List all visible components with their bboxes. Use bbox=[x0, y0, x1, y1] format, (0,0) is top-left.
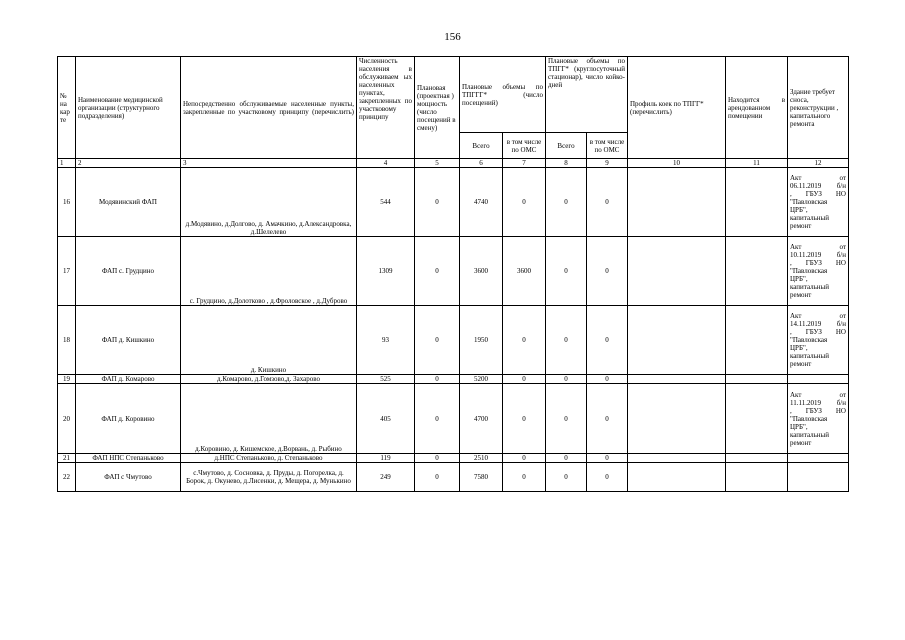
repair-act-line: , ГБУЗ НО bbox=[790, 328, 846, 336]
repair-act-line: ремонт bbox=[790, 360, 812, 368]
beds-total: 0 bbox=[546, 463, 587, 492]
repair-act-line: ЦРБ", bbox=[790, 422, 808, 431]
rented bbox=[726, 454, 788, 463]
localities: с.Чмутово, д. Сосновка, д. Пруды, д. Погорелка, д. Борок, д. Окунево, д.Лисенки, д. Мещера, д. Мунькино bbox=[181, 463, 357, 492]
repair-act-line: Акт от bbox=[790, 312, 846, 320]
col-number: 11 bbox=[726, 159, 788, 168]
row-number: 20 bbox=[58, 384, 76, 454]
bed-profile bbox=[628, 463, 726, 492]
visits-total: 7580 bbox=[460, 463, 503, 492]
repair-act-line: капитальный bbox=[790, 352, 829, 360]
repair-act-line: ремонт bbox=[790, 438, 812, 447]
bed-profile bbox=[628, 168, 726, 237]
col-number: 2 bbox=[76, 159, 181, 168]
localities: д.Модявино, д.Долгово, д. Амачкино, д.Александровка, д.Шелелево bbox=[181, 168, 357, 237]
visits-oms: 0 bbox=[503, 375, 546, 384]
col-number: 9 bbox=[587, 159, 628, 168]
rented bbox=[726, 375, 788, 384]
beds-oms: 0 bbox=[587, 237, 628, 306]
population: 544 bbox=[357, 168, 415, 237]
col-number: 8 bbox=[546, 159, 587, 168]
bed-profile bbox=[628, 306, 726, 375]
table-row bbox=[58, 384, 849, 454]
header-beds-total: Всего bbox=[546, 133, 587, 159]
capacity: 0 bbox=[415, 306, 460, 375]
header-col-8-9: Плановые объемы по ТПГГ* (круглосуточный стационар), число койко-дней bbox=[546, 57, 628, 133]
population: 1309 bbox=[357, 237, 415, 306]
repair-act-line: ЦРБ", bbox=[790, 206, 808, 214]
repair-act-line: 10.11.2019 б/н bbox=[790, 251, 846, 259]
header-row bbox=[58, 57, 849, 133]
capacity: 0 bbox=[415, 168, 460, 237]
header-beds-oms: в том числе по ОМС bbox=[587, 133, 628, 159]
beds-total: 0 bbox=[546, 454, 587, 463]
table-row bbox=[58, 454, 849, 463]
repair-act-line: Акт от bbox=[790, 390, 846, 399]
row-number: 18 bbox=[58, 306, 76, 375]
facility-name: ФАП д. Кишкино bbox=[76, 306, 181, 375]
repair-act-line: , ГБУЗ НО bbox=[790, 406, 846, 415]
localities: д.НПС Степаньково, д. Степаньково bbox=[181, 454, 357, 463]
col-number: 6 bbox=[460, 159, 503, 168]
table-row bbox=[58, 237, 849, 306]
row-number: 16 bbox=[58, 168, 76, 237]
row-number: 22 bbox=[58, 463, 76, 492]
col-number: 7 bbox=[503, 159, 546, 168]
beds-oms: 0 bbox=[587, 306, 628, 375]
repair-act-line: капитальный bbox=[790, 214, 829, 222]
facilities-table bbox=[57, 56, 849, 492]
col-number: 1 bbox=[58, 159, 76, 168]
repair-act-line: "Павловская bbox=[790, 267, 828, 275]
row-number: 17 bbox=[58, 237, 76, 306]
repair-act-line: ЦРБ", bbox=[790, 275, 808, 283]
page-number: 156 bbox=[444, 31, 461, 43]
visits-oms: 0 bbox=[503, 384, 546, 454]
header-col-3: Непосредственно обслуживаемые населенные пункты, закрепленные по участковому принципу (перечислить) bbox=[181, 57, 357, 159]
facility-name: ФАП д. Коровино bbox=[76, 384, 181, 454]
header-col-10: Профиль коек по ТПГГ* (перечислить) bbox=[628, 57, 726, 159]
bed-profile bbox=[628, 237, 726, 306]
col-number: 10 bbox=[628, 159, 726, 168]
row-number: 21 bbox=[58, 454, 76, 463]
repair-act-line: капитальный bbox=[790, 283, 829, 291]
repair-act-line: "Павловская bbox=[790, 414, 828, 423]
beds-oms: 0 bbox=[587, 454, 628, 463]
visits-total: 3600 bbox=[460, 237, 503, 306]
beds-oms: 0 bbox=[587, 463, 628, 492]
repair-act-line: , ГБУЗ НО bbox=[790, 259, 846, 267]
repair-act bbox=[788, 306, 849, 375]
beds-total: 0 bbox=[546, 306, 587, 375]
beds-total: 0 bbox=[546, 168, 587, 237]
localities: с. Грудцино, д.Долотково , д.Фроловское , д.Дуброво bbox=[181, 237, 357, 306]
beds-oms: 0 bbox=[587, 375, 628, 384]
repair-act bbox=[788, 168, 849, 237]
repair-act bbox=[788, 384, 849, 454]
beds-oms: 0 bbox=[587, 168, 628, 237]
visits-oms: 3600 bbox=[503, 237, 546, 306]
facility-name: ФАП с Чмутово bbox=[76, 463, 181, 492]
localities: д.Коровино, д. Кишемское, д.Ворвань, д. Рыбино bbox=[181, 384, 357, 454]
repair-act-line: 06.11.2019 б/н bbox=[790, 182, 846, 190]
population: 249 bbox=[357, 463, 415, 492]
table-row bbox=[58, 168, 849, 237]
header-col-2: Наименование медицинской организации (структурного подразделения) bbox=[76, 57, 181, 159]
beds-total: 0 bbox=[546, 384, 587, 454]
visits-oms: 0 bbox=[503, 306, 546, 375]
facility-name: ФАП НПС Степаньково bbox=[76, 454, 181, 463]
bed-profile bbox=[628, 375, 726, 384]
bed-profile bbox=[628, 454, 726, 463]
visits-total: 1950 bbox=[460, 306, 503, 375]
col-number: 12 bbox=[788, 159, 849, 168]
repair-act-line: ремонт bbox=[790, 291, 812, 299]
bed-profile bbox=[628, 384, 726, 454]
repair-act-line: "Павловская bbox=[790, 198, 828, 206]
visits-total: 4700 bbox=[460, 384, 503, 454]
visits-oms: 0 bbox=[503, 454, 546, 463]
header-col-6-7: Плановые объемы по ТПГГГ* (число посещений) bbox=[460, 57, 546, 133]
repair-act-line: ЦРБ", bbox=[790, 344, 808, 352]
visits-total: 2510 bbox=[460, 454, 503, 463]
localities: д.Комарово, д.Гомзово,д. Захарово bbox=[181, 375, 357, 384]
facility-name: ФАП с. Грудцино bbox=[76, 237, 181, 306]
capacity: 0 bbox=[415, 463, 460, 492]
capacity: 0 bbox=[415, 237, 460, 306]
repair-act bbox=[788, 454, 849, 463]
table-row bbox=[58, 463, 849, 492]
beds-total: 0 bbox=[546, 375, 587, 384]
visits-oms: 0 bbox=[503, 463, 546, 492]
visits-total: 5200 bbox=[460, 375, 503, 384]
visits-total: 4740 bbox=[460, 168, 503, 237]
facility-name: Модявинский ФАП bbox=[76, 168, 181, 237]
population: 119 bbox=[357, 454, 415, 463]
population: 93 bbox=[357, 306, 415, 375]
beds-oms: 0 bbox=[587, 384, 628, 454]
capacity: 0 bbox=[415, 375, 460, 384]
capacity: 0 bbox=[415, 454, 460, 463]
visits-oms: 0 bbox=[503, 168, 546, 237]
localities: д. Кишкино bbox=[181, 306, 357, 375]
rented bbox=[726, 237, 788, 306]
col-number: 4 bbox=[357, 159, 415, 168]
repair-act-line: Акт от bbox=[790, 174, 846, 182]
facility-name: ФАП д. Комарово bbox=[76, 375, 181, 384]
col-number: 5 bbox=[415, 159, 460, 168]
beds-total: 0 bbox=[546, 237, 587, 306]
header-visits-total: Всего bbox=[460, 133, 503, 159]
repair-act-line: , ГБУЗ НО bbox=[790, 190, 846, 198]
repair-act bbox=[788, 237, 849, 306]
rented bbox=[726, 306, 788, 375]
row-number: 19 bbox=[58, 375, 76, 384]
header-col-4: Численность населения в обслуживаем ых населенных пунктах, закрепленных по участковому принципу bbox=[357, 57, 415, 159]
header-col-12: Здание требует сноса, реконструкции , капитального ремонта bbox=[788, 57, 849, 159]
repair-act-line: Акт от bbox=[790, 243, 846, 251]
repair-act bbox=[788, 375, 849, 384]
repair-act-line: капитальный bbox=[790, 430, 829, 439]
table-row bbox=[58, 306, 849, 375]
rented bbox=[726, 463, 788, 492]
repair-act-line: 14.11.2019 б/н bbox=[790, 320, 846, 328]
repair-act-line: ремонт bbox=[790, 222, 812, 230]
capacity: 0 bbox=[415, 384, 460, 454]
population: 405 bbox=[357, 384, 415, 454]
table-row bbox=[58, 375, 849, 384]
population: 525 bbox=[357, 375, 415, 384]
header-col-5: Плановая (проектная ) мощность (число посещений в смену) bbox=[415, 57, 460, 159]
repair-act bbox=[788, 463, 849, 492]
rented bbox=[726, 168, 788, 237]
rented bbox=[726, 384, 788, 454]
header-col-11: Находится в арендованном помещении bbox=[726, 57, 788, 159]
header-visits-oms: в том числе по ОМС bbox=[503, 133, 546, 159]
column-numbers-row bbox=[58, 159, 849, 168]
col-number: 3 bbox=[181, 159, 357, 168]
header-col-1: № на кар те bbox=[58, 57, 76, 159]
repair-act-line: "Павловская bbox=[790, 336, 828, 344]
repair-act-line: 11.11.2019 б/н bbox=[790, 398, 846, 407]
